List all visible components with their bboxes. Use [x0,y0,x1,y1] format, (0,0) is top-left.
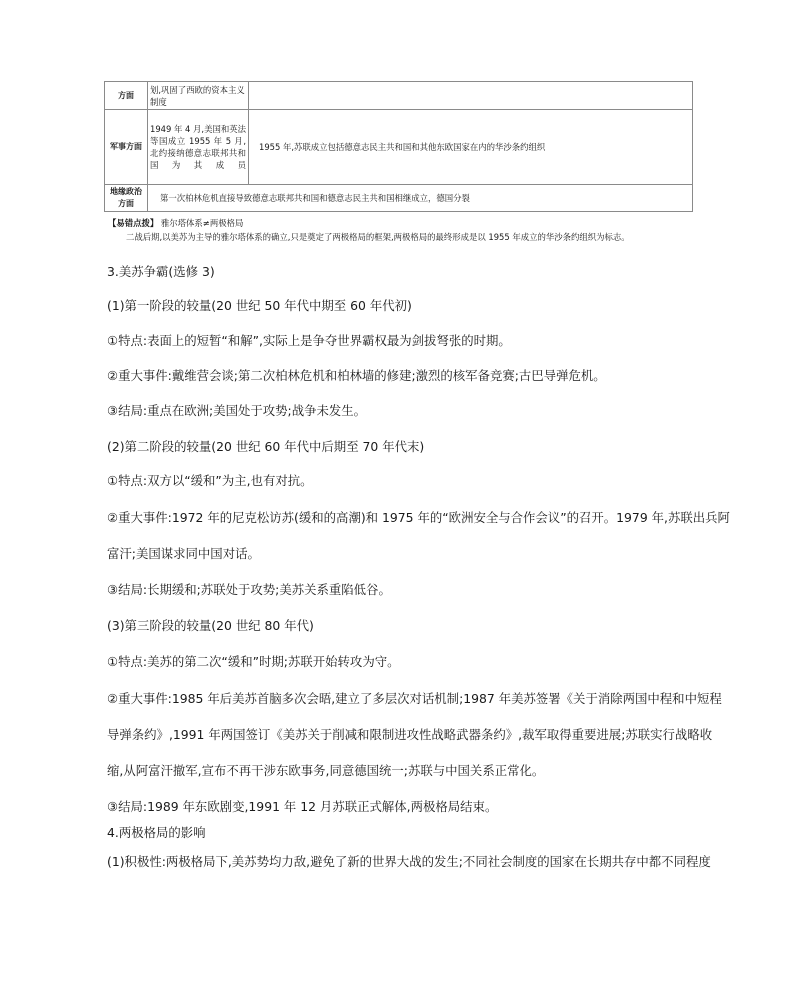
paragraph-line: ②重大事件:戴维营会谈;第二次柏林危机和柏林墙的修建;激烈的核军备竞赛;古巴导弹危机。 [107,368,606,383]
tip-tag: 【易错点拨】 [108,218,159,228]
paragraph-line: (1)积极性:两极格局下,美苏势均力敌,避免了新的世界大战的发生;不同社会制度的国家在长期共存中都不同程度 [107,854,711,869]
paragraph-line: 富汗;美国谋求同中国对话。 [107,546,260,561]
paragraph-line: ③结局:1989 年东欧剧变,1991 年 12 月苏联正式解体,两极格局结束。 [107,799,498,814]
row-label: 地缘政治方面 [105,185,148,212]
subsection-heading: (2)第二阶段的较量(20 世纪 60 年代中后期至 70 年代末) [107,439,425,454]
row-label: 方面 [105,82,148,110]
subsection-heading: (3)第三阶段的较量(20 世纪 80 年代) [107,618,314,633]
section-heading: 4.两极格局的影响 [107,825,206,840]
paragraph-line: ①特点:表面上的短暂“和解”,实际上是争夺世界霸权最为剑拔弩张的时期。 [107,333,511,348]
table-row [105,110,693,185]
table-cell: 1955 年,苏联成立包括德意志民主共和国和其他东欧国家在内的华沙条约组织 [249,110,693,185]
paragraph-line: ③结局:重点在欧洲;美国处于攻势;战争未发生。 [107,403,367,418]
paragraph-line: 导弹条约》,1991 年两国签订《美苏关于削减和限制进攻性战略武器条约》,裁军取得重要进展;苏联实行战略收 [107,727,713,742]
tip-heading: 雅尔塔体系≠两极格局 [160,218,244,228]
paragraph-line: ②重大事件:1972 年的尼克松访苏(缓和的高潮)和 1975 年的“欧洲安全与合作会议”的召开。1979 年,苏联出兵阿 [107,510,730,525]
comparison-table [104,81,693,212]
row-label: 军事方面 [105,110,148,185]
paragraph-line: ③结局:长期缓和;苏联处于攻势;美苏关系重陷低谷。 [107,582,391,597]
section-heading: 3.美苏争霸(选修 3) [107,264,215,279]
table-cell: 划,巩固了西欧的资本主义制度 [148,82,249,110]
paragraph-line: ①特点:双方以“缓和”为主,也有对抗。 [107,473,313,488]
table-cell: 1949 年 4 月,美国和英法等国成立 1955 年 5 月,北约接纳德意志联邦共和国为其成员 [148,110,249,185]
table-row [105,185,693,212]
table-cell [249,82,693,110]
table-row [105,82,693,110]
paragraph-line: ①特点:美苏的第二次“缓和”时期;苏联开始转攻为守。 [107,654,400,669]
tip-text: 二战后期,以美苏为主导的雅尔塔体系的确立,只是奠定了两极格局的框架,两极格局的最终形成是以 1955 年成立的华沙条约组织为标志。 [126,232,630,242]
error-tip [108,216,698,244]
subsection-heading: (1)第一阶段的较量(20 世纪 50 年代中期至 60 年代初) [107,298,412,313]
paragraph-line: ②重大事件:1985 年后美苏首脑多次会晤,建立了多层次对话机制;1987 年美苏签署《关于消除两国中程和中短程 [107,691,722,706]
paragraph-line: 缩,从阿富汗撤军,宣布不再干涉东欧事务,同意德国统一;苏联与中国关系正常化。 [107,763,545,778]
table-cell: 第一次柏林危机直接导致德意志联邦共和国和德意志民主共和国相继成立，德国分裂 [148,185,693,212]
